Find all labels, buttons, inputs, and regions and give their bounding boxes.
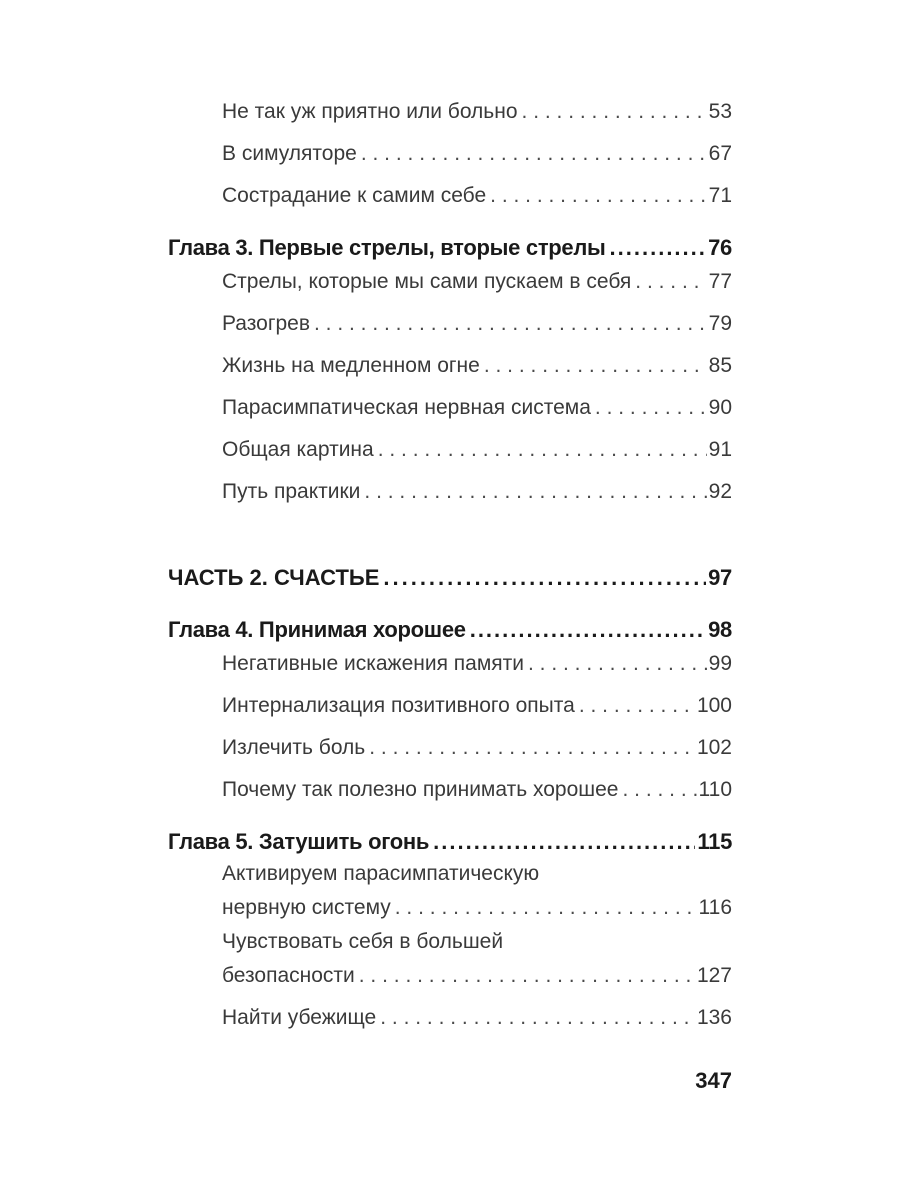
toc-entry [222, 890, 732, 920]
dot-leader [395, 896, 697, 920]
chapter-heading [168, 230, 732, 260]
toc-entry-page: 99 [708, 652, 732, 675]
chapter-title: Глава 4. Принимая хорошее [168, 617, 466, 642]
toc-entry-page: 67 [708, 142, 732, 165]
toc-entry-title: нервную систему [222, 896, 391, 919]
toc-entry-title: Негативные искажения памяти [222, 652, 524, 675]
dot-leader [484, 354, 707, 378]
toc-entry-page: 110 [698, 778, 732, 801]
toc-entry-page: 71 [708, 184, 732, 207]
toc-entry [222, 136, 732, 166]
chapter-heading [168, 612, 732, 642]
toc-entry [222, 432, 732, 462]
toc-entry-title: безопасности [222, 964, 355, 987]
toc-entry-page: 136 [696, 1006, 732, 1029]
dot-leader [528, 652, 707, 676]
toc-entry-title-line1: Активируем парасимпатическую [222, 862, 540, 885]
toc-entry [222, 730, 732, 760]
toc-entry-title: Интернализация позитивного опыта [222, 694, 575, 717]
toc-entry [222, 646, 732, 676]
page-number: 347 [695, 1068, 732, 1093]
chapter-page: 98 [708, 617, 732, 642]
toc-entry [222, 94, 732, 124]
dot-leader [610, 236, 707, 260]
chapter-title: Глава 3. Первые стрелы, вторые стрелы [168, 235, 606, 260]
dot-leader [635, 270, 706, 294]
toc-entry-title: Разогрев [222, 312, 310, 335]
toc-entry [222, 688, 732, 718]
part-title: ЧАСТЬ 2. СЧАСТЬЕ [168, 565, 380, 590]
chapter-page: 115 [697, 829, 732, 854]
toc-entry [222, 1000, 732, 1030]
chapter-heading [168, 824, 732, 854]
toc-entry [222, 390, 732, 420]
dot-leader [383, 566, 706, 590]
dot-leader [433, 830, 695, 854]
dot-leader [380, 1006, 695, 1030]
toc-entry-title: Сострадание к самим себе [222, 184, 487, 207]
toc-entry-page: 91 [708, 438, 732, 461]
toc-entry-page: 77 [708, 270, 732, 293]
dot-leader [369, 736, 695, 760]
toc-entry-title: Парасимпатическая нервная система [222, 396, 591, 419]
toc-entry-title: Стрелы, которые мы сами пускаем в себя [222, 270, 632, 293]
toc-entry-page: 92 [708, 480, 732, 503]
toc-entry-title: Излечить боль [222, 736, 366, 759]
dot-leader [490, 184, 706, 208]
toc-entry-page: 127 [696, 964, 732, 987]
chapter-page: 76 [708, 235, 732, 260]
toc-entry [222, 958, 732, 988]
dot-leader [595, 396, 707, 420]
dot-leader [470, 618, 706, 642]
toc-entry-title: Общая картина [222, 438, 374, 461]
toc-entry [222, 178, 732, 208]
toc-entry-page: 85 [708, 354, 732, 377]
toc-entry-title: Найти убежище [222, 1006, 377, 1029]
dot-leader [522, 100, 707, 124]
toc-entry-title-line1: Чувствовать себя в большей [222, 930, 504, 953]
dot-leader [623, 778, 697, 802]
toc-entry-page: 100 [696, 694, 732, 717]
toc-entry-title: В симуляторе [222, 142, 357, 165]
part-heading [168, 560, 732, 590]
dot-leader [378, 438, 707, 462]
dot-leader [364, 480, 706, 504]
toc-entry-page: 102 [696, 736, 732, 759]
toc-entry-page: 79 [708, 312, 732, 335]
toc-entry-title: Почему так полезно принимать хорошее [222, 778, 619, 801]
toc-entry [222, 306, 732, 336]
dot-leader [359, 964, 695, 988]
toc-entry [222, 348, 732, 378]
toc-entry-page: 90 [708, 396, 732, 419]
chapter-title: Глава 5. Затушить огонь [168, 829, 430, 854]
dot-leader [579, 694, 695, 718]
toc-entry [222, 772, 732, 802]
dot-leader [314, 312, 707, 336]
dot-leader [361, 142, 707, 166]
toc-entry [222, 264, 732, 294]
toc-entry-title: Жизнь на медленном огне [222, 354, 480, 377]
part-page: 97 [708, 565, 732, 590]
toc-entry-page: 53 [708, 100, 732, 123]
toc-entry-page: 116 [698, 896, 732, 919]
toc-entry-title: Путь практики [222, 480, 361, 503]
toc-entry-title: Не так уж приятно или больно [222, 100, 518, 123]
toc-entry [222, 474, 732, 504]
